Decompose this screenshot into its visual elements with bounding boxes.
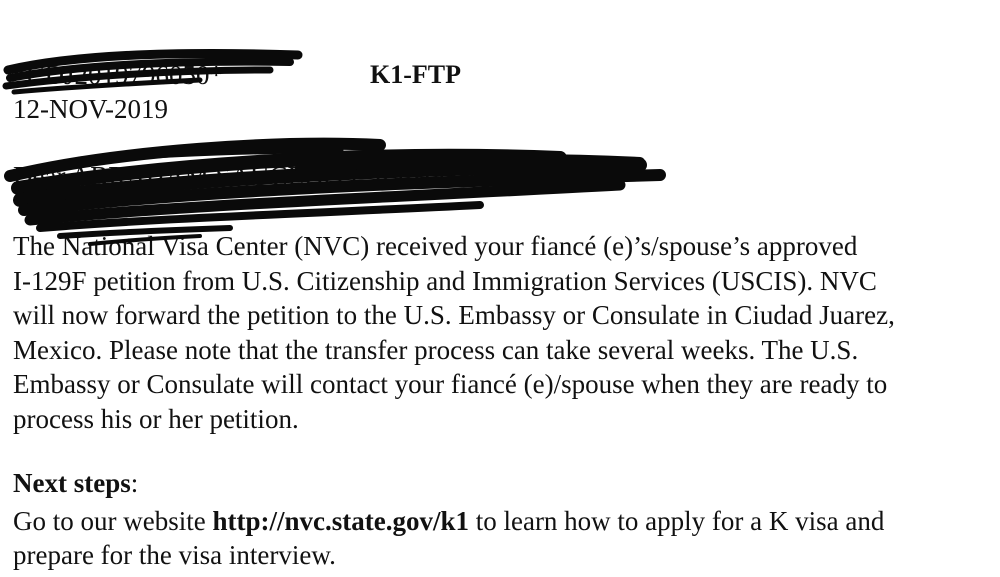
body-line: process his or her petition.: [13, 403, 299, 434]
visa-type: K1-FTP: [370, 60, 461, 89]
next-steps-line-1: [13, 504, 998, 538]
body-line: will now forward the petition to the U.S. Embassy or Consulate in Ciudad Juarez,: [13, 300, 895, 330]
next-steps-prefix: Go to our website: [13, 506, 213, 536]
case-id: *CDJ2019796050*: [13, 60, 224, 90]
next-steps-suffix: to learn how to apply for a K visa and: [468, 506, 885, 536]
body-paragraph: [13, 229, 998, 436]
greeting: Dear ABRAHAM SAUCEDO ESPINOSA,: [13, 161, 486, 191]
body-line: The National Visa Center (NVC) received your fiancé (e)’s/spouse’s approved: [13, 231, 858, 261]
next-steps-paragraph: [13, 504, 998, 572]
nvc-website-link[interactable]: http://nvc.state.gov/k1: [212, 506, 469, 536]
body-line: Embassy or Consulate will contact your fiancé (e)/spouse when they are ready to: [13, 369, 888, 399]
next-steps-line-2: prepare for the visa interview.: [13, 540, 336, 570]
next-steps-colon: :: [130, 468, 139, 498]
next-steps-heading: [13, 470, 138, 497]
body-line: I-129F petition from U.S. Citizenship and Immigration Services (USCIS). NVC: [13, 265, 877, 296]
letter-date: 12-NOV-2019: [13, 94, 168, 124]
next-steps-label: Next steps: [13, 468, 131, 498]
body-line: Mexico. Please note that the transfer process can take several weeks. The U.S.: [13, 334, 859, 365]
